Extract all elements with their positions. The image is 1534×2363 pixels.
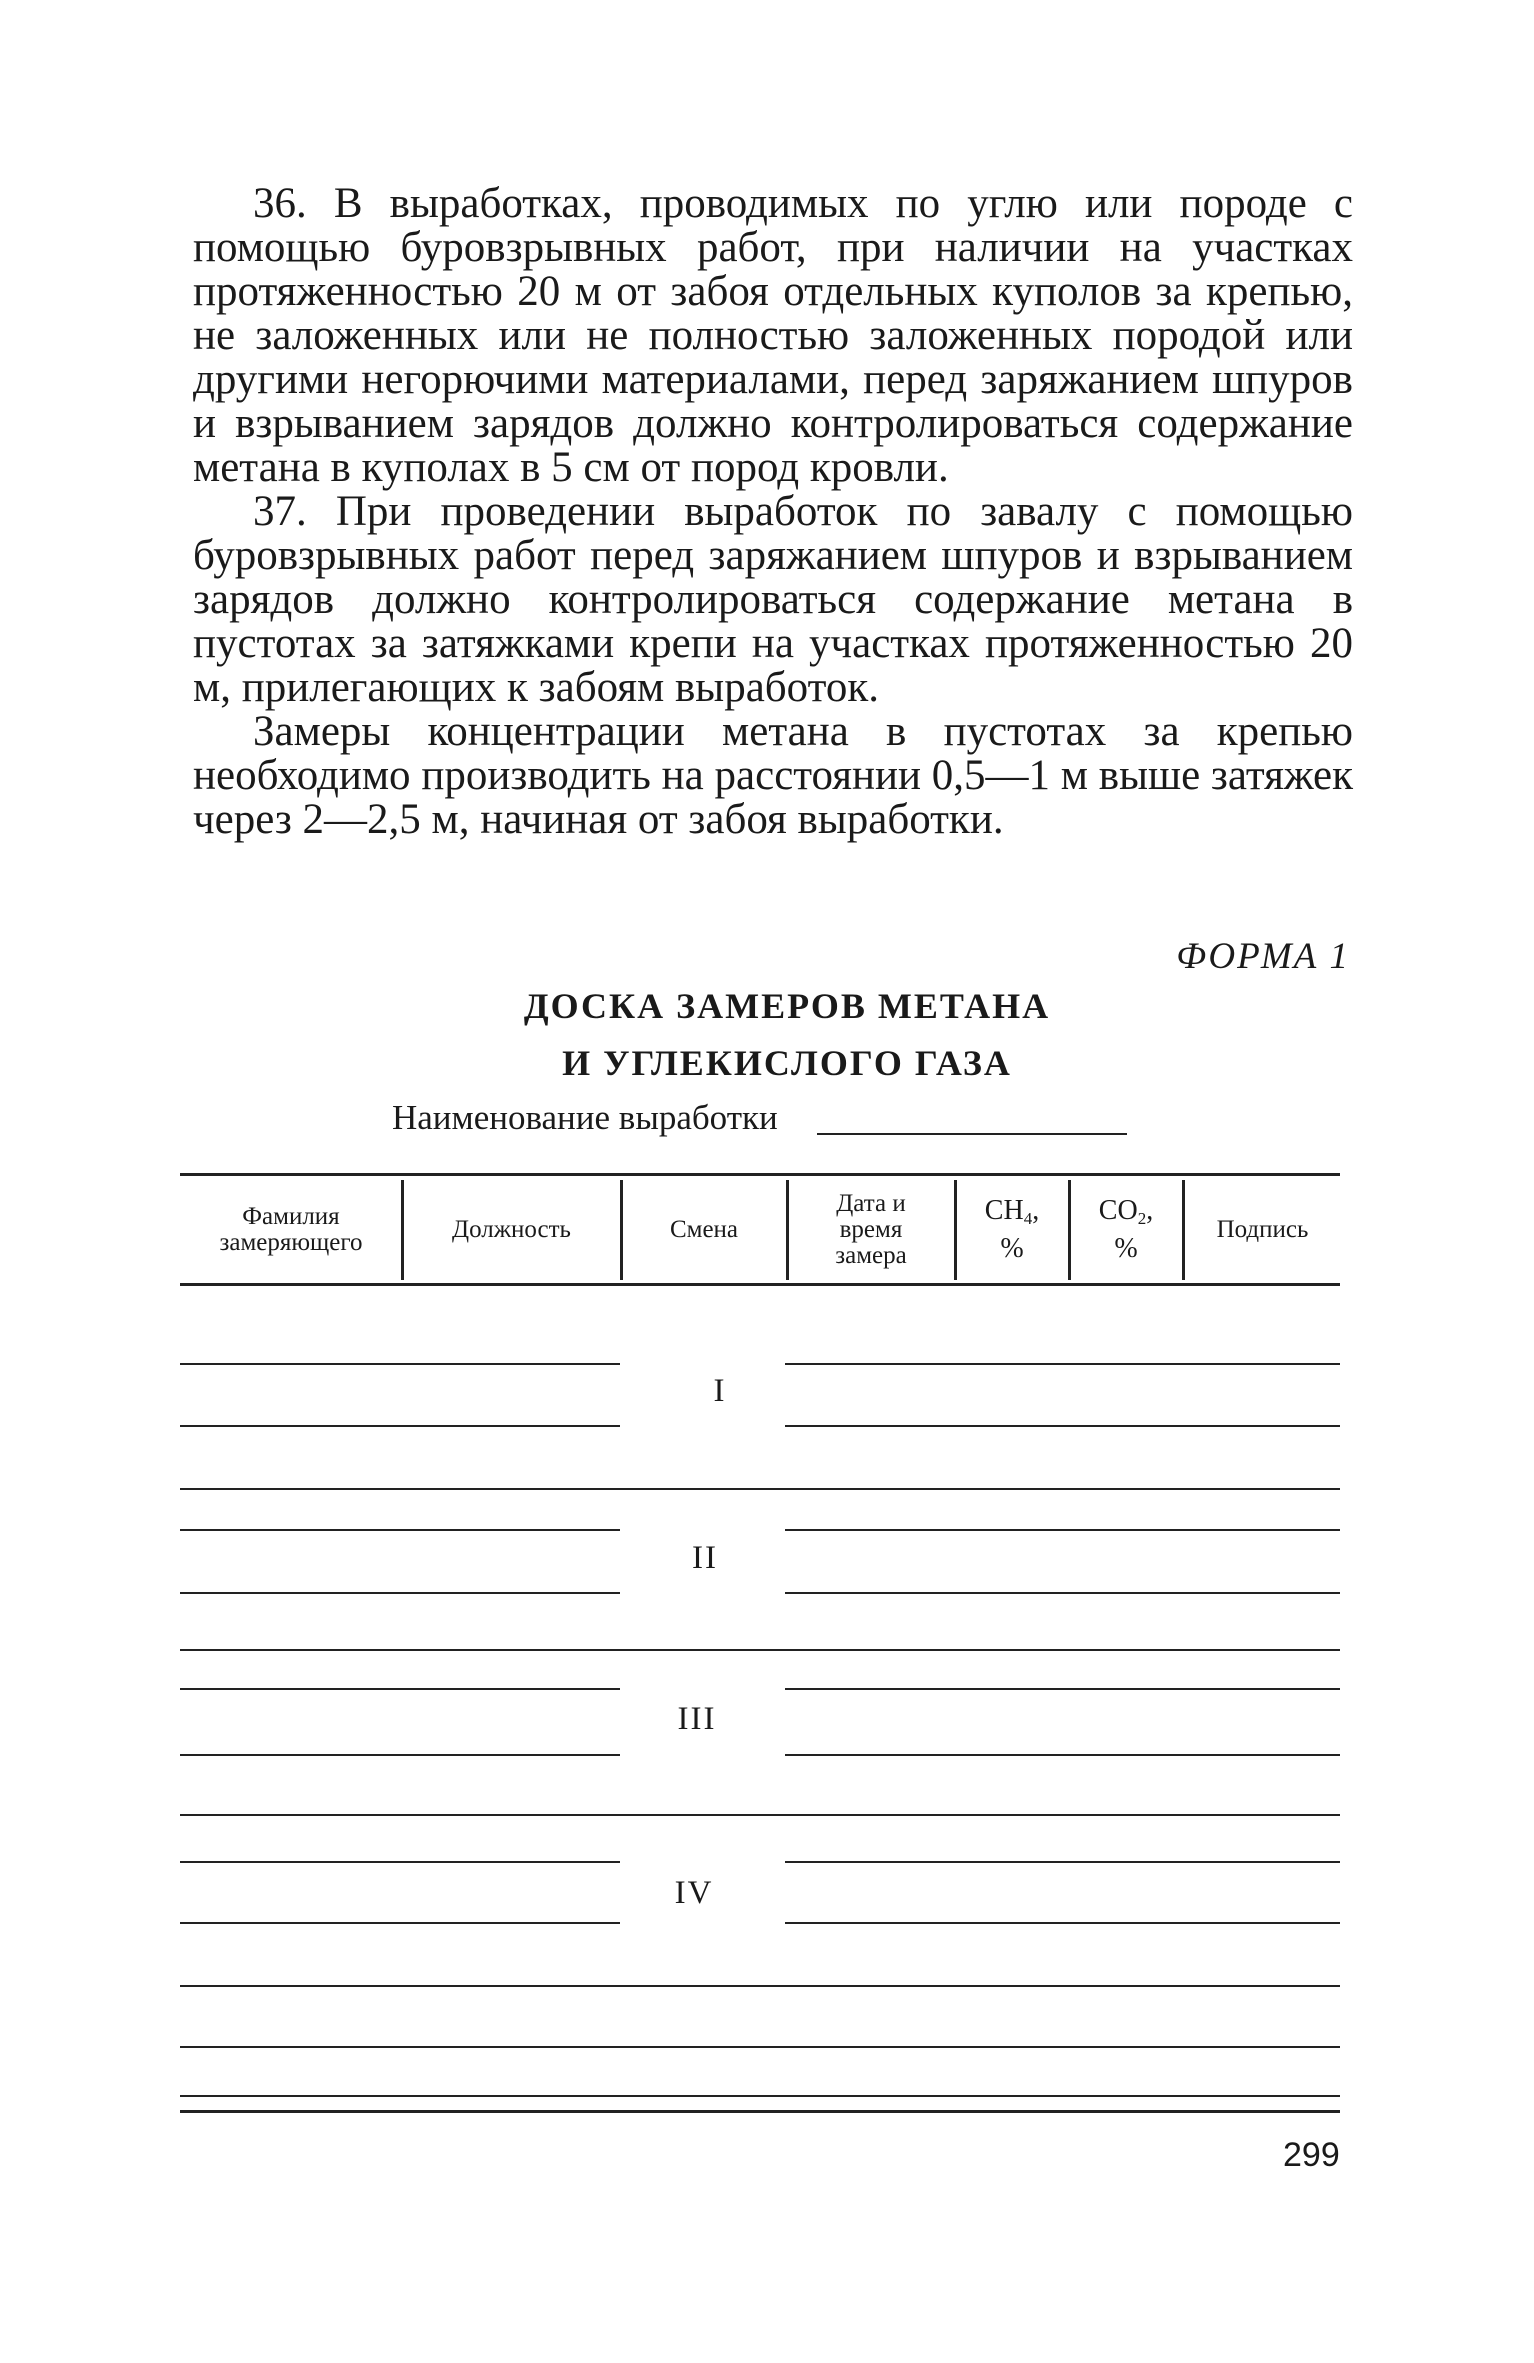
header-ch4: $CH_4$, % xyxy=(984,1195,1040,1264)
body-text xyxy=(193,182,1353,842)
shift-separator-line xyxy=(180,1488,1340,1490)
paragraph-36: 36. В выработках, проводимых по углю или породе с помощью буровзрывных работ, при наличии на участках протяженностью 20 м от забоя отдельных куполов за крепью, не заложенных или не полностью заложенных породой или другими негорючими материалами, перед заряжанием шпуров и взрыванием зарядов должно контролироваться содержание метана в куполах в 5 см от пород кровли. xyxy=(193,180,1353,491)
entry-line xyxy=(180,1425,620,1427)
shift-separator-line xyxy=(180,1649,1340,1651)
entry-line xyxy=(180,1688,620,1690)
shift-label-1: I xyxy=(713,1373,727,1409)
entry-line xyxy=(180,2095,1340,2097)
table-bottom-rule xyxy=(180,2110,1340,2113)
paragraph-37: 37. При проведении выработок по завалу с помощью буровзрывных работ перед заряжанием шпуров и взрыванием зарядов должно контролироваться содержание метана в пустотах за затяжками крепи на участках протяженностью 20 м, прилегающих к забоям выработок. xyxy=(193,488,1353,711)
entry-line xyxy=(180,1985,1340,1987)
entry-line xyxy=(180,2046,1340,2048)
shift-label-2: II xyxy=(692,1540,718,1576)
header-signature: Подпись xyxy=(1216,1216,1309,1243)
entry-line xyxy=(785,1861,1340,1863)
entry-line xyxy=(785,1688,1340,1690)
workings-name-label: Наименование выработки xyxy=(392,1098,778,1137)
header-position: Должность xyxy=(452,1216,571,1243)
header-date-time: Дата и время замера xyxy=(835,1190,907,1269)
shift-label-3: III xyxy=(677,1701,717,1737)
entry-line xyxy=(785,1922,1340,1924)
header-shift: Смена xyxy=(669,1216,739,1243)
header-co2: $CO_2$, % xyxy=(1098,1195,1154,1264)
paragraph-measurements: Замеры концентрации метана в пустотах за крепью необходимо производить на расстоянии 0,5—1 м выше затяжек через 2—2,5 м, начиная от забоя выработки. xyxy=(193,708,1353,843)
entry-line xyxy=(180,1922,620,1924)
entry-line xyxy=(180,1592,620,1594)
entry-line xyxy=(180,1529,620,1531)
entry-line xyxy=(180,1363,620,1365)
entry-line xyxy=(180,1861,620,1863)
form-title-line-2: И УГЛЕКИСЛОГО ГАЗА xyxy=(562,1043,1012,1083)
shift-separator-line xyxy=(180,1814,1340,1816)
form-title-line-1: ДОСКА ЗАМЕРОВ МЕТАНА xyxy=(523,986,1051,1026)
page-number: 299 xyxy=(1283,2136,1340,2174)
table-header-bottom-rule xyxy=(180,1283,1340,1286)
header-surname: Фамилия замеряющего xyxy=(219,1203,363,1256)
entry-line xyxy=(785,1592,1340,1594)
entry-line xyxy=(785,1363,1340,1365)
form-label: ФОРМА 1 xyxy=(1176,936,1350,977)
table-top-rule xyxy=(180,1173,1340,1176)
entry-line xyxy=(180,1754,620,1756)
entry-line xyxy=(785,1425,1340,1427)
entry-line xyxy=(785,1754,1340,1756)
workings-name-blank xyxy=(817,1133,1127,1135)
shift-label-4: IV xyxy=(674,1875,714,1911)
entry-line xyxy=(785,1529,1340,1531)
